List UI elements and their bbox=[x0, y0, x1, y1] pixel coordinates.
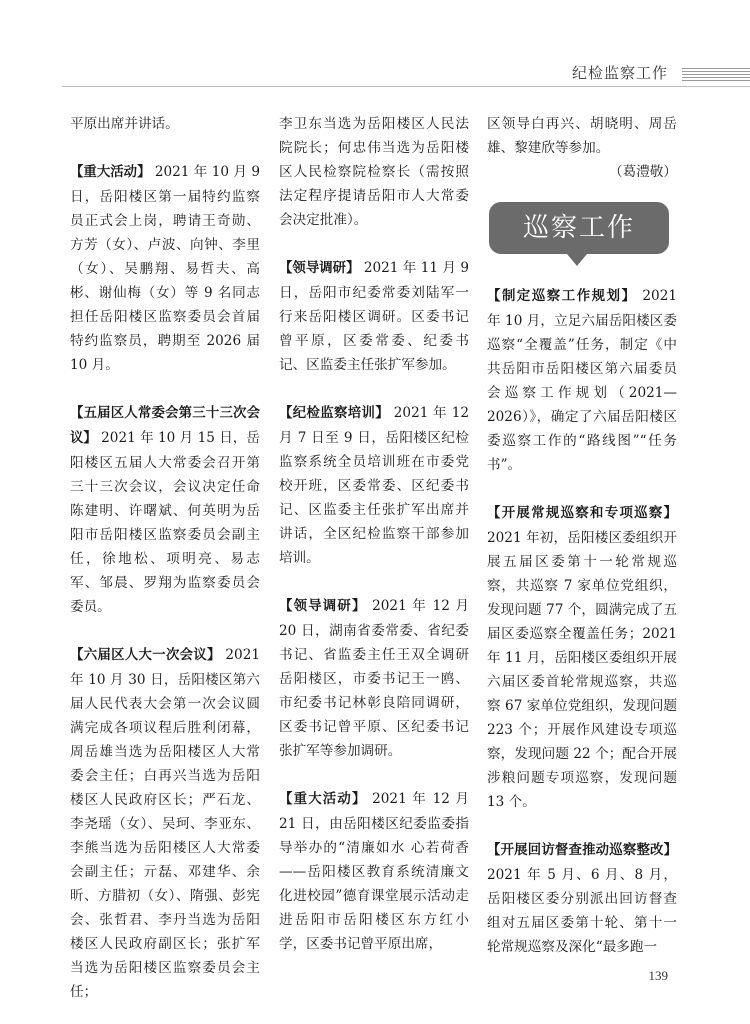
entry-heading: 【六届区人大一次会议】 bbox=[70, 648, 221, 663]
section-banner bbox=[489, 202, 669, 254]
paragraph bbox=[70, 112, 260, 136]
author-credit: （葛澧敬） bbox=[609, 164, 677, 180]
entry-plan bbox=[487, 284, 677, 477]
entry-body: 2021 年 12 月 21 日，由岳阳楼区纪委监委指导举办的“清廉如水 心若荷香——岳阳楼区教育系统清廉文化进校园”德育课堂展示活动走进岳阳市岳阳楼区东方红小学，区委书记曾平原出席， bbox=[279, 791, 469, 952]
entry-heading: 【重大活动】 bbox=[70, 165, 151, 180]
entry-major-event-2 bbox=[279, 787, 469, 956]
entry-heading: 【制定巡察工作规划】 bbox=[487, 289, 637, 304]
column-2 bbox=[279, 112, 469, 956]
entry-body: 2021 年 10 月 30 日，岳阳楼区第六届人民代表大会第一次会议圆满完成各项议程后胜利闭幕，周岳雄当选为岳阳楼区人大常委会主任；白再兴当选为岳阳楼区人民政府区长；严石龙、李尧瑶（女）、吴珂、李亚东、李熊当选为岳阳楼区人大常委会副主任；亓磊、邓建华、余昕、方腊初（女）、隋强、彭宪会、张哲君、李丹当选为岳阳楼区人民政府副区长；张扩军当选为岳阳楼区监察委员会主任； bbox=[70, 647, 260, 1000]
entry-heading: 【纪检监察培训】 bbox=[279, 406, 390, 421]
paragraph-text: 平原出席并讲话。 bbox=[70, 116, 179, 132]
entry-heading: 【开展回访督查推动巡察整改】 bbox=[487, 843, 677, 858]
column-3 bbox=[487, 112, 677, 959]
entry-follow-up bbox=[487, 838, 677, 959]
running-header bbox=[0, 62, 750, 88]
entry-congress-session bbox=[70, 643, 260, 1004]
entry-heading: 【五届区人常委会第三十三次会议】 bbox=[70, 406, 260, 446]
header-stripes-decoration bbox=[682, 68, 750, 82]
paragraph-text: 区领导白再兴、胡晓明、周岳雄、黎建欣等参加。 bbox=[487, 116, 677, 156]
entry-leader-research-2 bbox=[279, 594, 469, 763]
entry-body: 2021 年 10 月，立足六届岳阳楼区委巡察“全覆盖”任务，制定《中共岳阳市岳阳楼区第六届委员会巡察工作规划（2021—2026）》，确定了六届岳阳楼区委巡察工作的“路线图”“任务书”。 bbox=[487, 288, 678, 473]
entry-body: 2021 年 11 月 9 日，岳阳市纪委常委刘陆军一行来岳阳楼区调研。区委书记曾平原，区委常委、纪委书记、区监委主任张扩军参加。 bbox=[279, 260, 470, 373]
header-title: 纪检监察工作 bbox=[571, 64, 668, 82]
entry-body: 2021 年 5 月、6 月、8 月，岳阳楼区委分别派出回访督查组对五届区委第十轮、第十一轮常规巡察及深化“最多跑一 bbox=[487, 867, 677, 955]
entry-body: 2021 年初，岳阳楼区委组织开展五届区委第十一轮常规巡察，共巡察 7 家单位党组织，发现问题 77 个，圆满完成了五届区委巡察全覆盖任务；2021 年 11 月，岳阳楼区委组织开展六届区委首轮常规巡察，共巡察 67 家单位党组织，发现问题 223 个；开展作风建设专项巡察，发现问题 22 个；配合开展涉粮问题专项巡察，发现问题 13 个。 bbox=[487, 530, 677, 810]
paragraph-text: 李卫东当选为岳阳楼区人民法院院长；何忠伟当选为岳阳楼区人民检察院检察长（需按照法定程序提请岳阳市人大常委会决定批准）。 bbox=[279, 116, 469, 228]
entry-major-event bbox=[70, 160, 260, 377]
entry-body: 2021 年 10 月 15 日，岳阳楼区五届人大常委会召开第三十三次会议，会议决定任命陈建明、许曙斌、何英明为岳阳市岳阳楼区监察委员会副主任，徐地松、项明亮、易志军、邹晨、罗翔为监察委员会委员。 bbox=[70, 430, 261, 615]
entry-body: 2021 年 12 月 7 日至 9 日，岳阳楼区纪检监察系统全员培训班在市委党校开班，区委常委、区纪委书记、区监委主任张扩军出席并讲话，全区纪检监察干部参加培训。 bbox=[279, 405, 470, 566]
entry-heading: 【开展常规巡察和专项巡察】 bbox=[487, 506, 677, 521]
entry-heading: 【领导调研】 bbox=[279, 261, 360, 276]
entry-heading: 【重大活动】 bbox=[279, 792, 367, 807]
column-1 bbox=[70, 112, 260, 1004]
entry-leader-research-1 bbox=[279, 256, 469, 377]
section-title: 巡察工作 bbox=[522, 213, 635, 243]
entry-training bbox=[279, 401, 469, 570]
entry-body: 2021 年 12 月 20 日，湖南省委常委、省纪委书记、省监委主任王双全调研岳阳楼区，市委书记王一鸥、市纪委书记林彰良陪同调研，区委书记曾平原、区纪委书记张扩军等参加调研。 bbox=[279, 598, 469, 759]
paragraph bbox=[279, 112, 469, 232]
entry-standing-committee bbox=[70, 401, 260, 619]
entry-body: 2021 年 10 月 9 日，岳阳楼区第一届特约监察员正式会上岗，聘请王奇勋、方芳（女）、卢波、向钟、李里（女）、吴鹏翔、易哲夫、高彬、谢仙梅（女）等 9 名同志担任岳阳楼区监察委员会首届特约监察员，聘期至 2026 届 10 月。 bbox=[70, 164, 261, 373]
paragraph bbox=[487, 112, 677, 160]
entry-heading: 【领导调研】 bbox=[279, 599, 367, 614]
entry-inspections bbox=[487, 501, 677, 814]
page-number: 139 bbox=[648, 968, 668, 983]
header-rule bbox=[62, 86, 750, 87]
